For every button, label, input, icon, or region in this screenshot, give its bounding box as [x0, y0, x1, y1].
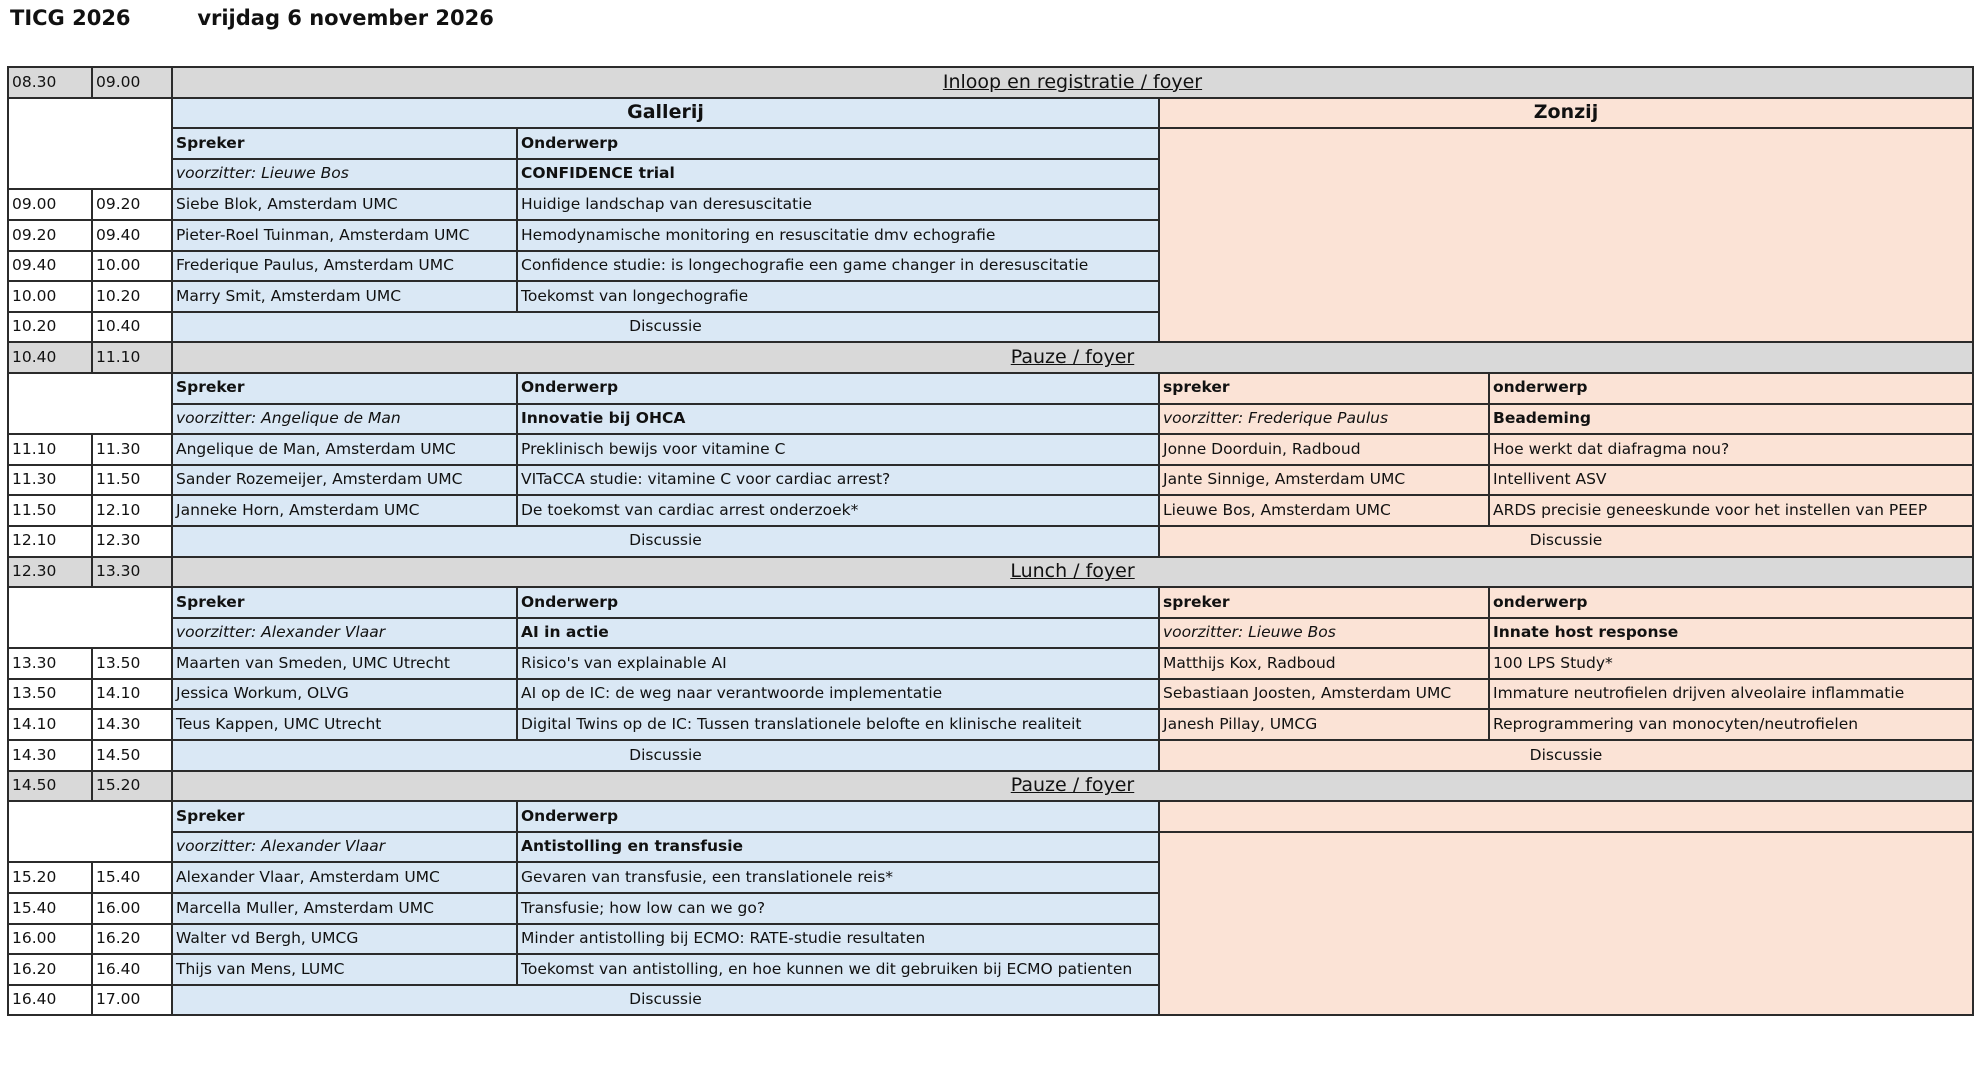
time-end: 09.00 [92, 67, 172, 98]
topic: Huidige landschap van deresuscitatie [517, 189, 1159, 220]
time-end: 15.40 [92, 862, 172, 893]
time-end: 14.50 [92, 740, 172, 771]
time-end: 14.30 [92, 709, 172, 740]
time-start: 14.50 [8, 771, 92, 802]
time-blank [8, 801, 172, 862]
session-bar-label: Pauze / foyer [172, 342, 1973, 373]
room-zonzij: Zonzij [1159, 98, 1973, 129]
time-start: 09.40 [8, 251, 92, 282]
time-blank [8, 587, 172, 648]
time-end: 13.30 [92, 557, 172, 588]
talk-row [8, 679, 1973, 710]
theme: Innovatie bij OHCA [517, 404, 1159, 435]
col-speaker: Spreker [172, 373, 517, 404]
topic: AI op de IC: de weg naar verantwoorde implementatie [517, 679, 1159, 710]
theme: AI in actie [517, 618, 1159, 649]
talk-row [8, 648, 1973, 679]
column-header-row [8, 128, 1973, 159]
speaker: Walter vd Bergh, UMCG [172, 924, 517, 955]
discussion-row [8, 740, 1973, 771]
column-header-row [8, 801, 1973, 832]
discussion-zonzij: Discussie [1159, 526, 1973, 557]
theme-zonzij: Innate host response [1489, 618, 1973, 649]
discussion: Discussie [172, 312, 1159, 343]
session-bar-label: Lunch / foyer [172, 557, 1973, 588]
time-start: 13.50 [8, 679, 92, 710]
room-header-row [8, 98, 1973, 129]
topic: Minder antistolling bij ECMO: RATE-studie resultaten [517, 924, 1159, 955]
theme: Antistolling en transfusie [517, 832, 1159, 863]
time-end: 16.00 [92, 893, 172, 924]
discussion-row [8, 526, 1973, 557]
speaker: Angelique de Man, Amsterdam UMC [172, 434, 517, 465]
speaker: Sander Rozemeijer, Amsterdam UMC [172, 465, 517, 496]
discussion: Discussie [172, 740, 1159, 771]
speaker: Pieter-Roel Tuinman, Amsterdam UMC [172, 220, 517, 251]
speaker: Maarten van Smeden, UMC Utrecht [172, 648, 517, 679]
time-start: 14.30 [8, 740, 92, 771]
zonzij-empty [1159, 832, 1973, 1016]
topic: Risico's van explainable AI [517, 648, 1159, 679]
time-start: 16.40 [8, 985, 92, 1016]
time-end: 10.20 [92, 281, 172, 312]
time-end: 16.20 [92, 924, 172, 955]
time-start: 15.40 [8, 893, 92, 924]
column-header-row [8, 587, 1973, 618]
time-start: 11.30 [8, 465, 92, 496]
time-end: 10.00 [92, 251, 172, 282]
topic-zonzij: Reprogrammering van monocyten/neutrofielen [1489, 709, 1973, 740]
time-start: 11.50 [8, 495, 92, 526]
chair-zonzij: voorzitter: Frederique Paulus [1159, 404, 1489, 435]
theme-zonzij: Beademing [1489, 404, 1973, 435]
topic: Confidence studie: is longechografie een game changer in deresuscitatie [517, 251, 1159, 282]
speaker: Siebe Blok, Amsterdam UMC [172, 189, 517, 220]
chair: voorzitter: Alexander Vlaar [172, 832, 517, 863]
chair: voorzitter: Lieuwe Bos [172, 159, 517, 190]
topic-zonzij: Immature neutrofielen drijven alveolaire inflammatie [1489, 679, 1973, 710]
speaker: Marcella Muller, Amsterdam UMC [172, 893, 517, 924]
session-bar [8, 342, 1973, 373]
speaker: Marry Smit, Amsterdam UMC [172, 281, 517, 312]
time-end: 12.10 [92, 495, 172, 526]
speaker-zonzij: Jante Sinnige, Amsterdam UMC [1159, 465, 1489, 496]
time-end: 09.20 [92, 189, 172, 220]
time-blank [8, 373, 172, 434]
event-title: TICG 2026 [10, 6, 131, 30]
col-topic: Onderwerp [517, 373, 1159, 404]
speaker-zonzij: Janesh Pillay, UMCG [1159, 709, 1489, 740]
col-speaker-zonzij: spreker [1159, 587, 1489, 618]
time-start: 16.20 [8, 954, 92, 985]
speaker: Janneke Horn, Amsterdam UMC [172, 495, 517, 526]
time-start: 14.10 [8, 709, 92, 740]
topic: Gevaren van transfusie, een translationele reis* [517, 862, 1159, 893]
col-speaker-zonzij: spreker [1159, 373, 1489, 404]
zonzij-empty [1159, 128, 1973, 342]
session-bar [8, 67, 1973, 98]
column-header-row [8, 373, 1973, 404]
time-start: 16.00 [8, 924, 92, 955]
topic: Digital Twins op de IC: Tussen translationele belofte en klinische realiteit [517, 709, 1159, 740]
chair-row [8, 404, 1973, 435]
time-end: 13.50 [92, 648, 172, 679]
time-end: 09.40 [92, 220, 172, 251]
time-start: 08.30 [8, 67, 92, 98]
event-date: vrijdag 6 november 2026 [197, 6, 494, 30]
time-start: 13.30 [8, 648, 92, 679]
time-end: 10.40 [92, 312, 172, 343]
time-end: 11.10 [92, 342, 172, 373]
col-topic: Onderwerp [517, 128, 1159, 159]
speaker: Alexander Vlaar, Amsterdam UMC [172, 862, 517, 893]
col-speaker: Spreker [172, 801, 517, 832]
speaker-zonzij: Jonne Doorduin, Radboud [1159, 434, 1489, 465]
time-start: 09.00 [8, 189, 92, 220]
time-end: 15.20 [92, 771, 172, 802]
time-end: 11.50 [92, 465, 172, 496]
chair-row [8, 618, 1973, 649]
time-start: 12.30 [8, 557, 92, 588]
speaker: Frederique Paulus, Amsterdam UMC [172, 251, 517, 282]
theme: CONFIDENCE trial [517, 159, 1159, 190]
time-end: 16.40 [92, 954, 172, 985]
speaker: Teus Kappen, UMC Utrecht [172, 709, 517, 740]
session-bar-label: Inloop en registratie / foyer [172, 67, 1973, 98]
topic: Preklinisch bewijs voor vitamine C [517, 434, 1159, 465]
time-start: 12.10 [8, 526, 92, 557]
schedule-table [7, 66, 1974, 1016]
zonzij-empty [1159, 801, 1973, 832]
time-start: 11.10 [8, 434, 92, 465]
time-end: 12.30 [92, 526, 172, 557]
session-bar [8, 771, 1973, 802]
col-speaker: Spreker [172, 128, 517, 159]
col-topic-zonzij: onderwerp [1489, 587, 1973, 618]
col-topic: Onderwerp [517, 801, 1159, 832]
chair: voorzitter: Alexander Vlaar [172, 618, 517, 649]
chair-row [8, 832, 1973, 863]
talk-row [8, 709, 1973, 740]
time-end: 14.10 [92, 679, 172, 710]
col-speaker: Spreker [172, 587, 517, 618]
session-bar [8, 557, 1973, 588]
speaker: Thijs van Mens, LUMC [172, 954, 517, 985]
topic-zonzij: 100 LPS Study* [1489, 648, 1973, 679]
col-topic: Onderwerp [517, 587, 1159, 618]
page-header [10, 6, 494, 30]
topic: Toekomst van antistolling, en hoe kunnen we dit gebruiken bij ECMO patienten [517, 954, 1159, 985]
time-end: 17.00 [92, 985, 172, 1016]
topic-zonzij: Intellivent ASV [1489, 465, 1973, 496]
speaker-zonzij: Matthijs Kox, Radboud [1159, 648, 1489, 679]
col-topic-zonzij: onderwerp [1489, 373, 1973, 404]
topic: De toekomst van cardiac arrest onderzoek* [517, 495, 1159, 526]
topic-zonzij: Hoe werkt dat diafragma nou? [1489, 434, 1973, 465]
time-start: 15.20 [8, 862, 92, 893]
time-end: 11.30 [92, 434, 172, 465]
room-gallerij: Gallerij [172, 98, 1159, 129]
discussion-zonzij: Discussie [1159, 740, 1973, 771]
topic: Hemodynamische monitoring en resuscitatie dmv echografie [517, 220, 1159, 251]
speaker-zonzij: Sebastiaan Joosten, Amsterdam UMC [1159, 679, 1489, 710]
time-start: 09.20 [8, 220, 92, 251]
chair-zonzij: voorzitter: Lieuwe Bos [1159, 618, 1489, 649]
topic: Toekomst van longechografie [517, 281, 1159, 312]
time-start: 10.20 [8, 312, 92, 343]
talk-row [8, 434, 1973, 465]
topic: Transfusie; how low can we go? [517, 893, 1159, 924]
time-start: 10.00 [8, 281, 92, 312]
topic: VITaCCA studie: vitamine C voor cardiac arrest? [517, 465, 1159, 496]
topic-zonzij: ARDS precisie geneeskunde voor het instellen van PEEP [1489, 495, 1973, 526]
speaker-zonzij: Lieuwe Bos, Amsterdam UMC [1159, 495, 1489, 526]
talk-row [8, 465, 1973, 496]
discussion: Discussie [172, 985, 1159, 1016]
session-bar-label: Pauze / foyer [172, 771, 1973, 802]
chair: voorzitter: Angelique de Man [172, 404, 517, 435]
speaker: Jessica Workum, OLVG [172, 679, 517, 710]
time-blank [8, 98, 172, 190]
time-start: 10.40 [8, 342, 92, 373]
talk-row [8, 495, 1973, 526]
discussion: Discussie [172, 526, 1159, 557]
